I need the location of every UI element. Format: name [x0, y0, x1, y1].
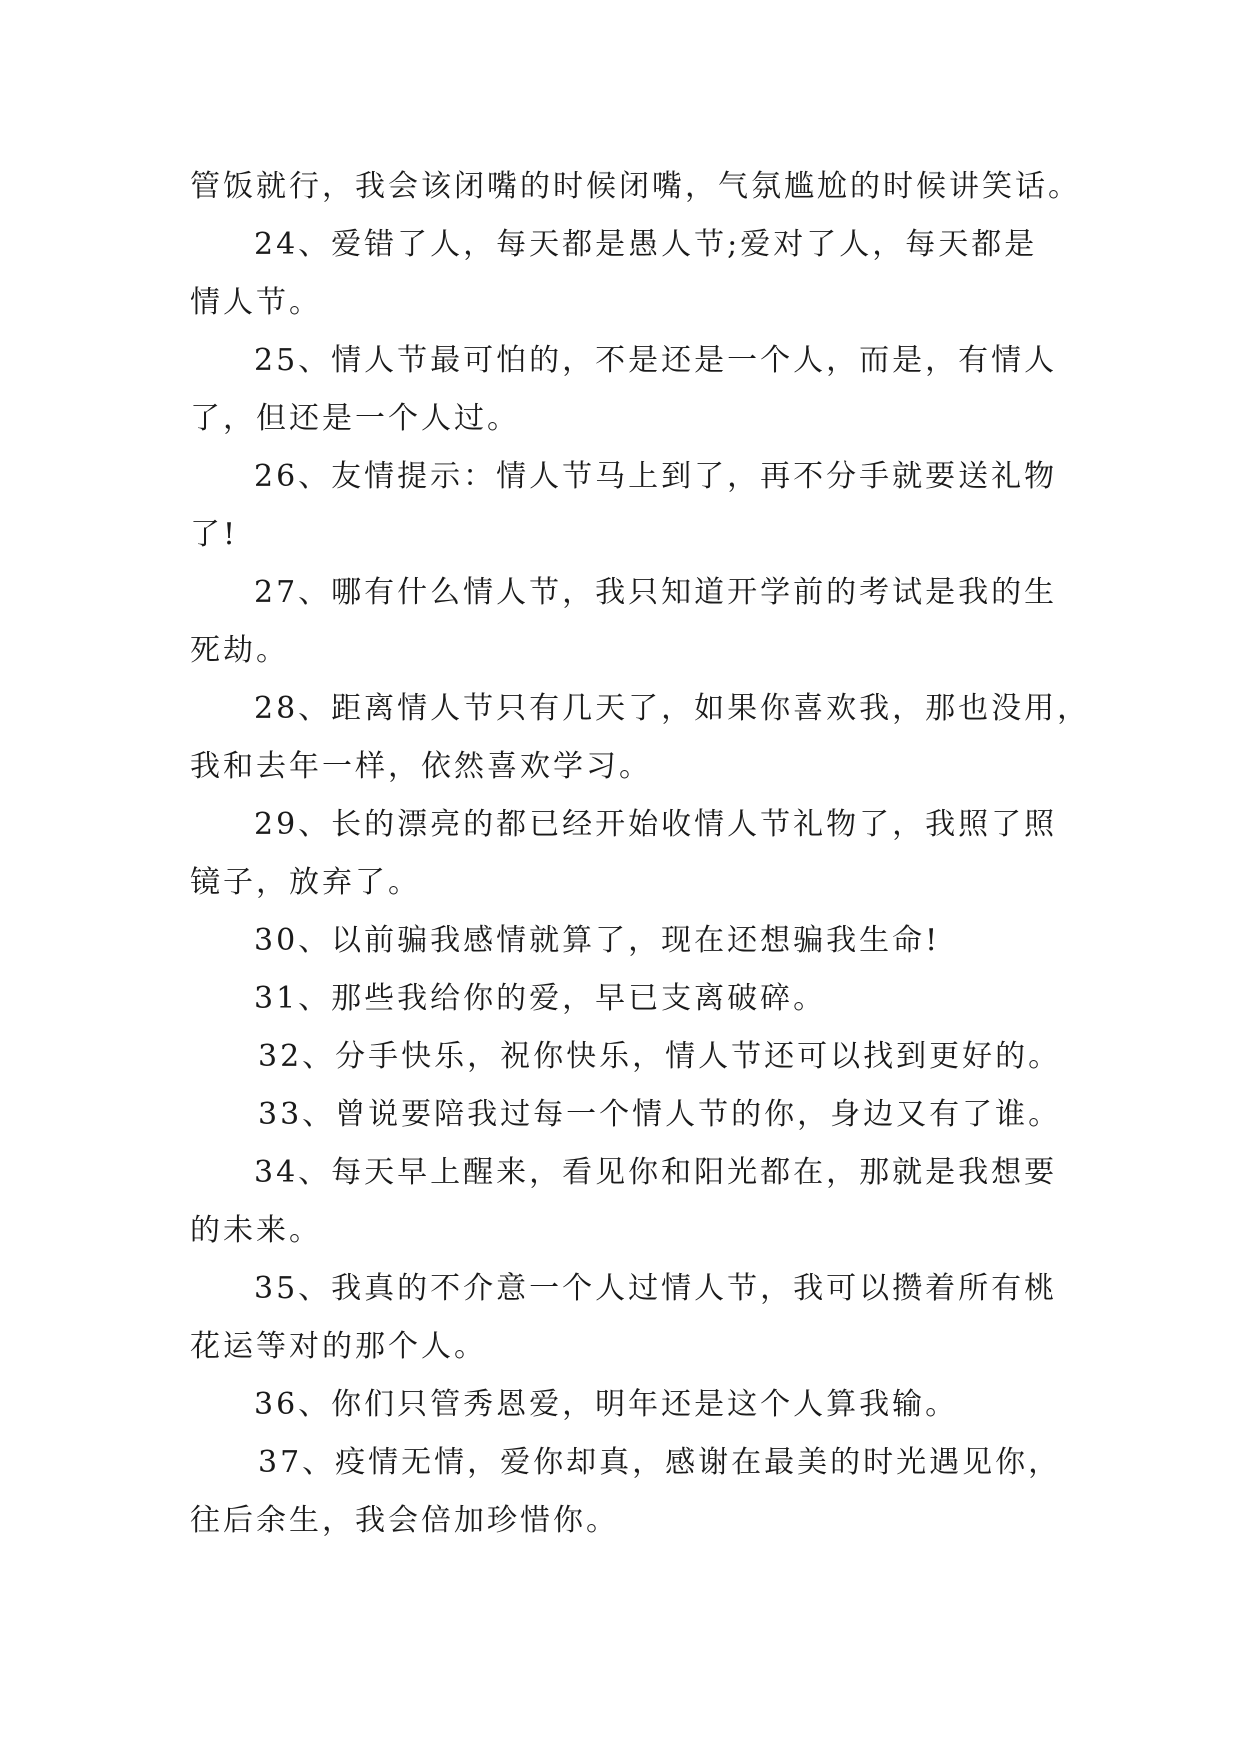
- text-line: 33、曾说要陪我过每一个情人节的你，身边又有了谁。: [258, 1097, 1062, 1132]
- body-text: [190, 158, 1091, 1550]
- text-line: 我和去年一样，依然喜欢学习。: [190, 749, 652, 784]
- text-line: 35、我真的不介意一个人过情人节，我可以攒着所有桃: [254, 1271, 1058, 1306]
- text-line: 25、情人节最可怕的，不是还是一个人，而是，有情人: [254, 343, 1058, 378]
- text-line: 29、长的漂亮的都已经开始收情人节礼物了，我照了照: [254, 807, 1058, 842]
- text-line: 死劫。: [190, 633, 289, 668]
- text-line: 30、以前骗我感情就算了，现在还想骗我生命!: [254, 923, 941, 958]
- text-line: 36、你们只管秀恩爱，明年还是这个人算我输。: [254, 1387, 959, 1422]
- text-line: 往后余生，我会倍加珍惜你。: [190, 1503, 619, 1538]
- text-line: 27、哪有什么情人节，我只知道开学前的考试是我的生: [254, 575, 1058, 610]
- text-line: 34、每天早上醒来，看见你和阳光都在，那就是我想要: [254, 1155, 1058, 1190]
- text-line: 花运等对的那个人。: [190, 1329, 487, 1364]
- text-line: 镜子，放弃了。: [190, 865, 421, 900]
- text-line: 31、那些我给你的爱，早已支离破碎。: [254, 981, 827, 1016]
- text-line: 情人节。: [190, 285, 322, 320]
- text-line: 的未来。: [190, 1213, 322, 1248]
- text-line: 32、分手快乐，祝你快乐，情人节还可以找到更好的。: [258, 1039, 1062, 1074]
- text-line: 37、疫情无情，爱你却真，感谢在最美的时光遇见你，: [258, 1445, 1062, 1480]
- text-line: 28、距离情人节只有几天了，如果你喜欢我，那也没用，: [254, 691, 1091, 726]
- text-line: 了，但还是一个人过。: [190, 401, 520, 436]
- text-line: 了!: [190, 517, 239, 552]
- text-line: 24、爱错了人，每天都是愚人节;爱对了人，每天都是: [254, 227, 1038, 262]
- text-line: 26、友情提示：情人节马上到了，再不分手就要送礼物: [254, 459, 1058, 494]
- text-line: 管饭就行，我会该闭嘴的时候闭嘴，气氛尴尬的时候讲笑话。: [190, 169, 1081, 204]
